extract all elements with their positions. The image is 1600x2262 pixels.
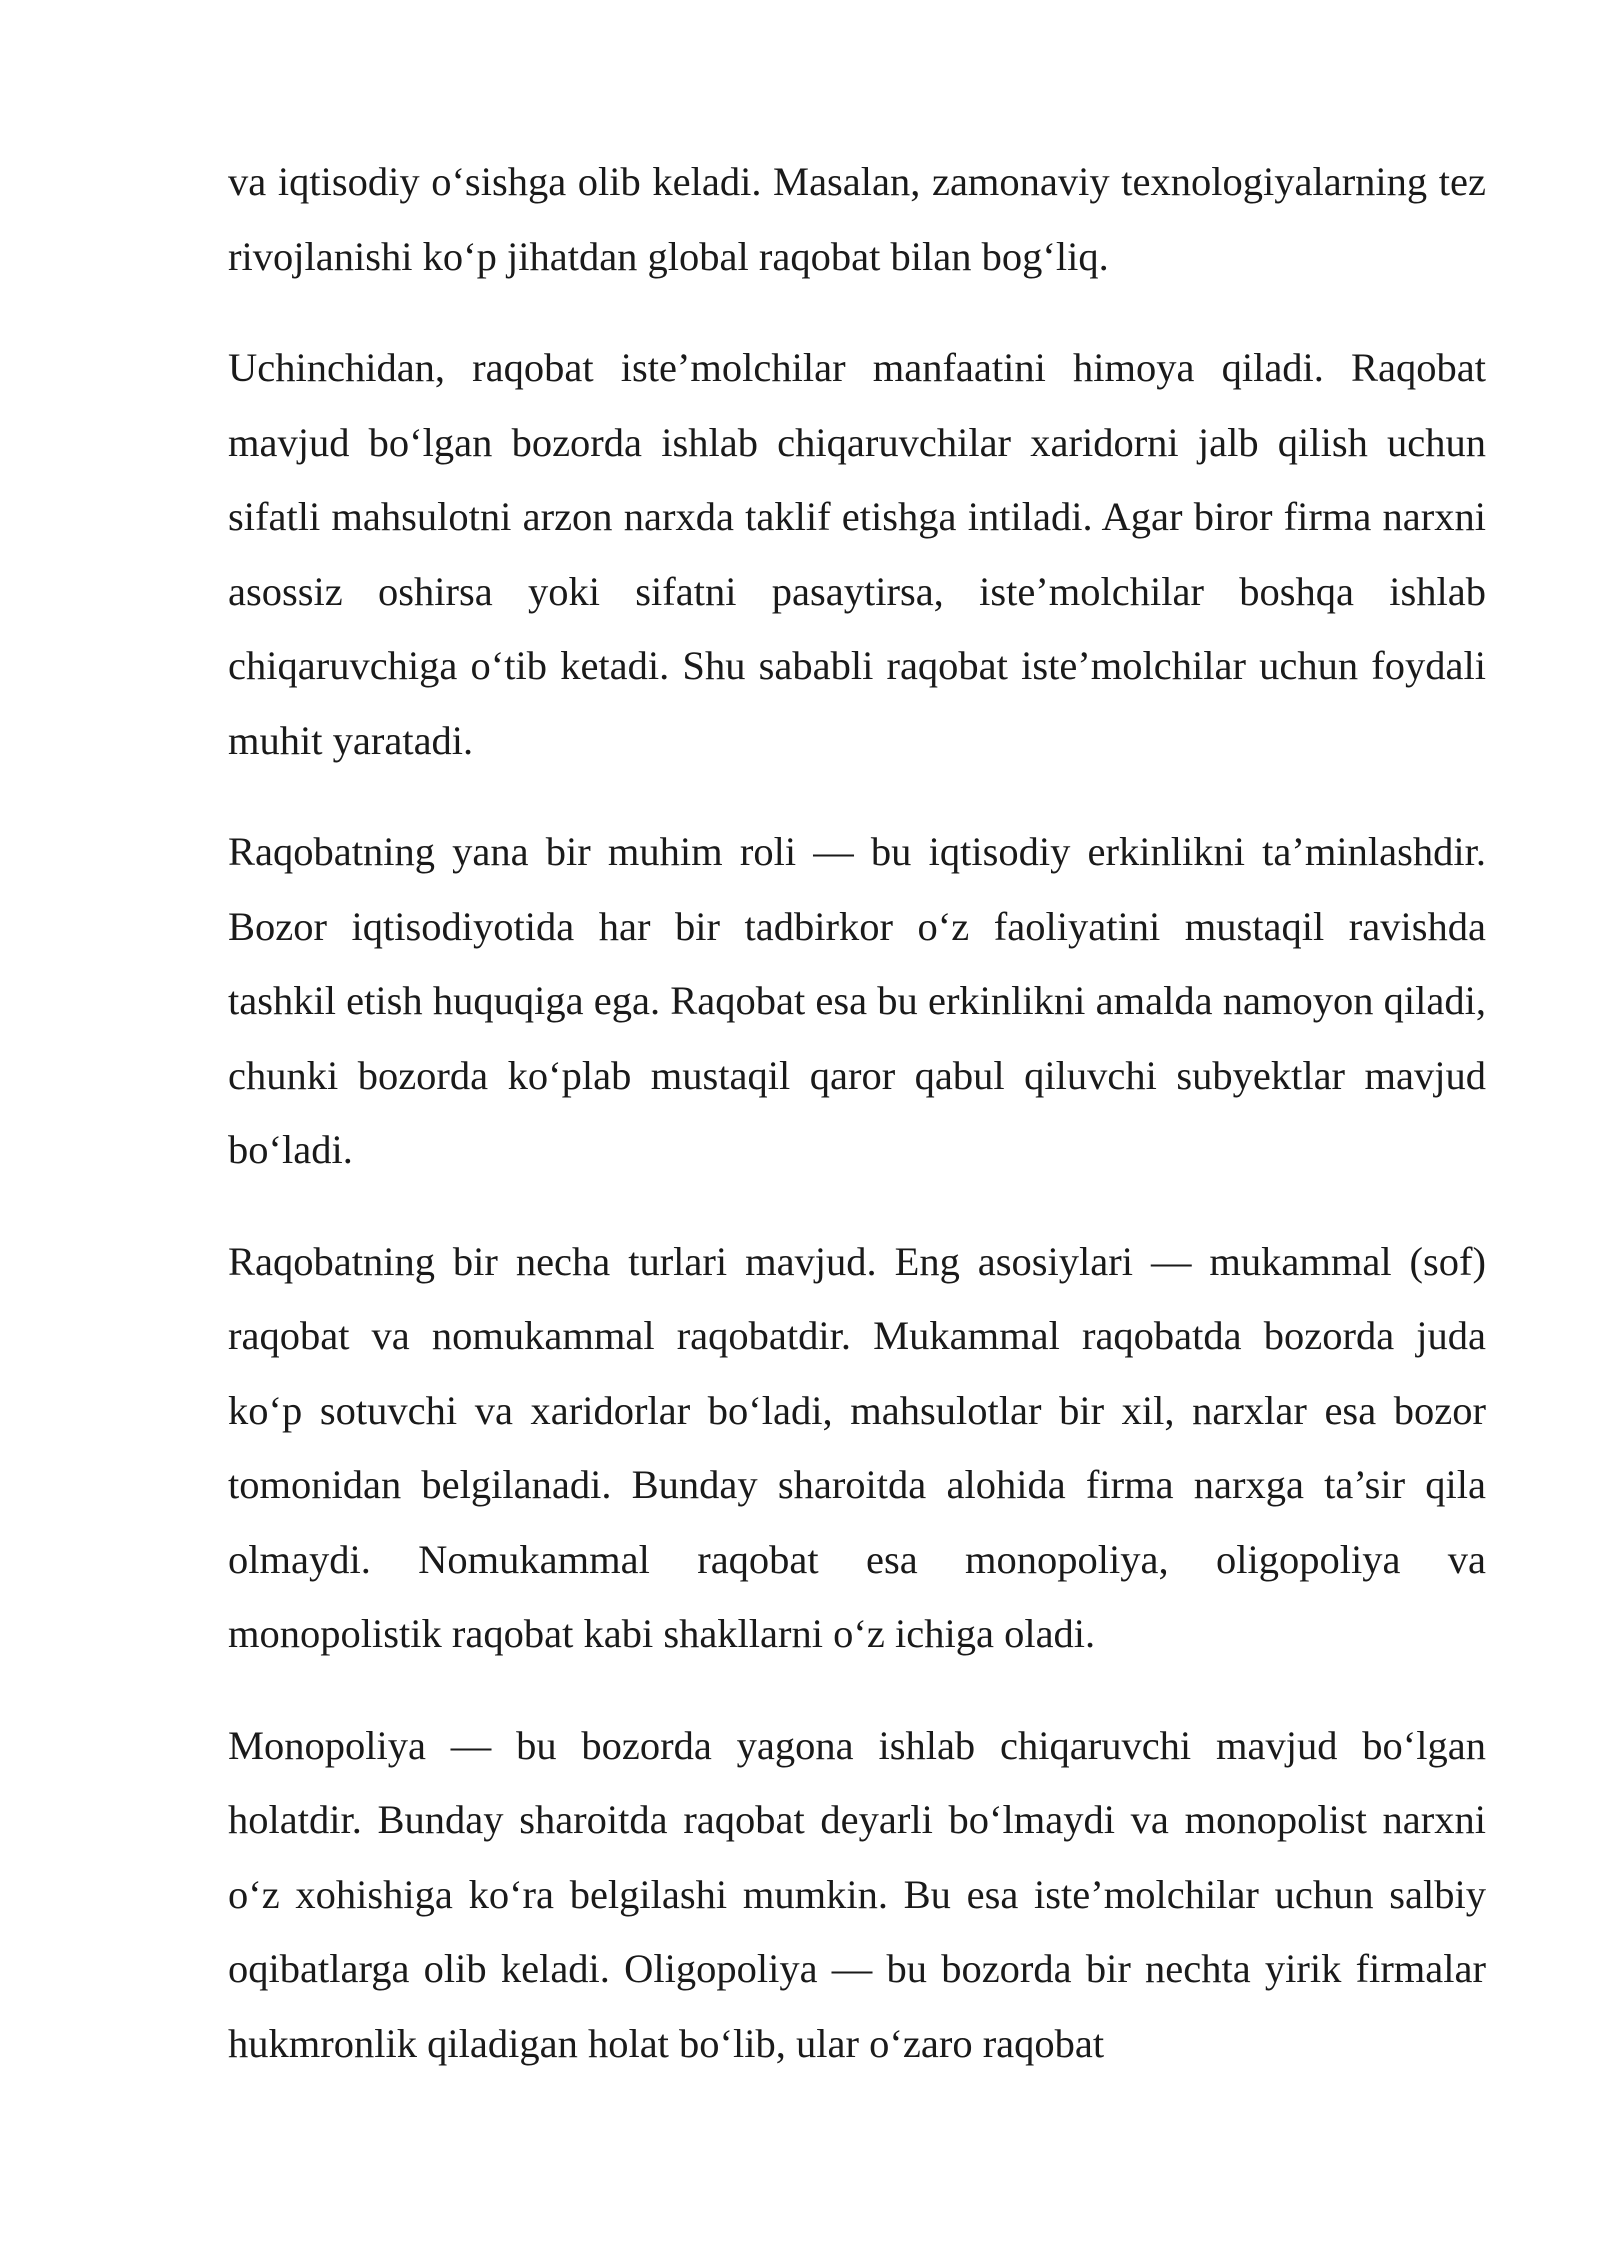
- paragraph: Raqobatning yana bir muhim roli — bu iqtisodiy erkinlikni ta’minlashdir. Bozor iqtisodiyotida har bir tadbirkor o‘z faoliyatini mustaqil ravishda tashkil etish huquqiga ega. Raqobat esa bu erkinlikni amalda namoyon qiladi, chunki bozorda ko‘plab mustaqil qaror qabul qiluvchi subyektlar mavjud bo‘ladi.: [228, 829, 1486, 1172]
- paragraph: Monopoliya — bu bozorda yagona ishlab chiqaruvchi mavjud bo‘lgan holatdir. Bunday sharoitda raqobat deyarli bo‘lmaydi va monopolist narxni o‘z xohishiga ko‘ra belgilashi mumkin. Bu esa iste’molchilar uchun salbiy oqibatlarga olib keladi. Oligopoliya — bu bozorda bir nechta yirik firmalar hukmronlik qiladigan holat bo‘lib, ular o‘zaro raqobat: [228, 1722, 1486, 2066]
- paragraph: Raqobatning bir necha turlari mavjud. Eng asosiylari — mukammal (sof) raqobat va nomukammal raqobatdir. Mukammal raqobatda bozorda juda ko‘p sotuvchi va xaridorlar bo‘ladi, mahsulotlar bir xil, narxlar esa bozor tomonidan belgilanadi. Bunday sharoitda alohida firma narxga ta’sir qila olmaydi. Nomukammal raqobat esa monopoliya, oligopoliya va monopolistik raqobat kabi shakllarni o‘z ichiga oladi.: [228, 1238, 1486, 1656]
- paragraph: va iqtisodiy o‘sishga olib keladi. Masalan, zamonaviy texnologiyalarning tez rivojlanishi ko‘p jihatdan global raqobat bilan bog‘liq.: [228, 159, 1486, 279]
- paragraph: Uchinchidan, raqobat iste’molchilar manfaatini himoya qiladi. Raqobat mavjud bo‘lgan bozorda ishlab chiqaruvchilar xaridorni jalb qilish uchun sifatli mahsulotni arzon narxda taklif etishga intiladi. Agar biror firma narxni asossiz oshirsa yoki sifatni pasaytirsa, iste’molchilar boshqa ishlab chiqaruvchiga o‘tib ketadi. Shu sababli raqobat iste’molchilar uchun foydali muhit yaratadi.: [228, 345, 1486, 763]
- document-page: [228, 145, 1486, 2118]
